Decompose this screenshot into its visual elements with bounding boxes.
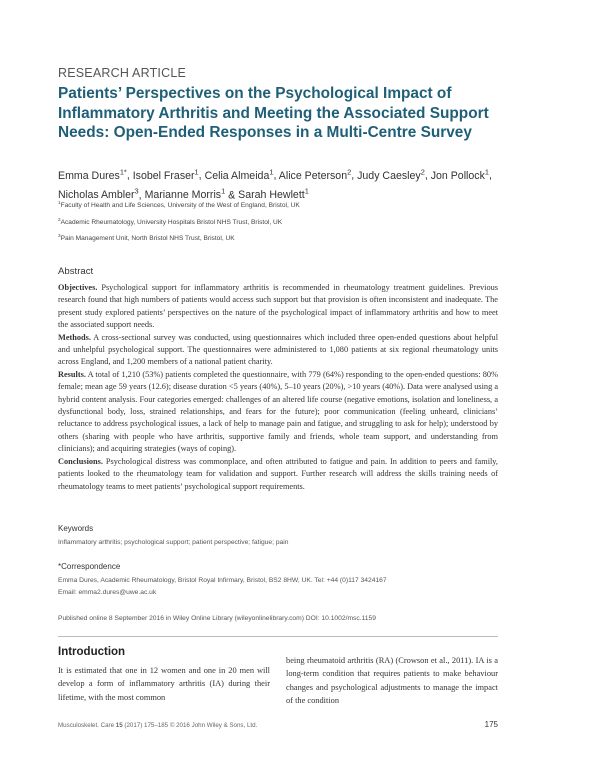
- objectives-text: Psychological support for inflammatory arthritis is recommended in rheumatology treatment guidelines. Previous research found that high numbers of patients would access such support but that provision is often inconsistent and inadequate. The present study explored patients’ perspectives on the nature of the psychological impact of inflammatory arthritis and how to meet the associated support needs.: [58, 283, 498, 330]
- article-title: Patients’ Perspectives on the Psychological Impact of Inflammatory Arthritis and Meeting the Associated Support Needs: Open-Ended Responses in a Multi-Centre Survey: [58, 85, 489, 141]
- author-name: [278, 167, 352, 182]
- author-affiliation-mark: 1: [269, 167, 274, 176]
- journal-volume: 15: [115, 722, 123, 729]
- conclusions-label: Conclusions.: [58, 456, 103, 466]
- keywords-text: Inflammatory arthritis; psychological support; patient perspective; fatigue; pain: [58, 539, 289, 546]
- author-name-text: Nicholas Ambler: [58, 189, 135, 202]
- author-affiliation-mark: 1*: [119, 167, 127, 176]
- affiliation-text: Faculty of Health and Life Sciences, University of the West of England, Bristol, UK: [60, 202, 300, 210]
- correspondence-heading: *Correspondence: [58, 562, 121, 571]
- author-affiliation-mark: 1: [221, 186, 226, 196]
- methods-text: A cross-sectional survey was conducted, using questionnaires which included three open-ended questions about helpful and unhelpful psychological support. The questionnaires were administered to 1,080 patients at six regional rheumatology units across England, and 1,200 members of a national patient charity.: [58, 332, 498, 367]
- author-name: [357, 167, 425, 182]
- author-affiliation-mark: 2: [420, 167, 425, 176]
- published-line: Published online 8 September 2016 in Wiley Online Library (wileyonlinelibrary.com) DOI: 10.1002/msc.1159: [58, 615, 376, 622]
- author-name: [204, 167, 274, 182]
- affiliation-item: [58, 196, 498, 213]
- author-name-text: Judy Caesley: [357, 169, 421, 182]
- author-affiliation-mark: 3: [134, 186, 139, 196]
- affiliation-item: [58, 213, 498, 230]
- abstract-objectives: [58, 282, 498, 332]
- affiliation-mark: 3: [58, 233, 61, 239]
- author-list: Emma Dures$^{1*}$, Isobel Fraser$^1$, Celia Almeida$^1$, Alice Peterson$^2$, Judy Caesley$^2$, Jon Pollock$^1$, Nicholas Ambler$^3$, Marianne Morris$^1$ & Sarah Hewlett$^1$: [58, 167, 492, 202]
- introduction-left-column: It is estimated that one in 12 women and one in 20 men will develop a form of inflammatory arthritis (IA) during their lifetime, with the most common: [58, 666, 270, 702]
- author-name-text: Isobel Fraser: [132, 169, 195, 182]
- keywords-section: [58, 524, 498, 549]
- correspondence-section: [58, 562, 498, 599]
- abstract-results: [58, 369, 498, 456]
- author-affiliation-mark: 1: [194, 167, 199, 176]
- correspondence-address: Emma Dures, Academic Rheumatology, Bristol Royal Infirmary, Bristol, BS2 8HW, UK. Tel: +44 (0)117 3424167: [58, 577, 387, 584]
- author-affiliation-mark: 1: [304, 186, 309, 196]
- section-divider: [58, 636, 498, 637]
- abstract-section: [58, 266, 498, 493]
- journal-footer: [58, 722, 498, 729]
- section-label: RESEARCH ARTICLE: [58, 66, 187, 80]
- author-affiliation-mark: 1: [484, 167, 490, 176]
- abstract-methods: [58, 332, 498, 369]
- journal-citation: (2017) 175–185 © 2016 John Wiley & Sons, Ltd.: [124, 722, 258, 729]
- affiliation-text: Pain Management Unit, North Bristol NHS Trust, Bristol, UK: [60, 235, 235, 243]
- correspondence-email[interactable]: Email: emma2.dures@uwe.ac.uk: [58, 589, 157, 596]
- affiliation-item: [58, 229, 498, 246]
- author-name-text: Alice Peterson: [278, 169, 348, 182]
- author-name-text: Celia Almeida: [204, 169, 270, 182]
- page-number: 175: [484, 720, 498, 729]
- author-name-text: Sarah Hewlett: [238, 189, 305, 202]
- affiliation-list: [58, 196, 498, 246]
- author-name: [132, 167, 199, 182]
- author-name: [430, 167, 490, 182]
- conclusions-text: Psychological distress was commonplace, and often attributed to fatigue and pain. In addition to peers and family, patients looked to the rheumatology team for validation and support. Further research will address the skills training needs of rheumatology teams to meet patients’ psychological support requirements.: [58, 456, 498, 491]
- affiliation-mark: 2: [58, 216, 61, 222]
- author-affiliation-mark: 2: [347, 167, 352, 176]
- results-text: A total of 1,210 (53%) patients completed the questionnaire, with 779 (64%) responding to the open-ended questions: 80% female; mean age 59 years (12.6); disease duration <5 years (40%), 5–10 years (20%), >10 years (40%). Data were analysed using a hybrid content analysis. Four categories emerged: challenges of an altered life course (negative emotions, isolation and loneliness, a dysfunctional body, loss, strained relationships, and fears for the future); poor communication (feeling unheard, clinicians’ reluctance to address psychological issues, a lack of help to manage pain and fatigue, and struggling to ask for help); understood by others (sharing with people who have arthritis, supportive family and friends, whole team support, and understanding from clinicians); and acquiring strategies (ways of coping).: [58, 369, 498, 454]
- objectives-label: Objectives.: [58, 283, 98, 292]
- affiliation-mark: 1: [58, 200, 61, 205]
- author-name-text: Marianne Morris: [144, 189, 222, 202]
- affiliation-text: Academic Rheumatology, University Hospitals Bristol NHS Trust, Bristol, UK: [60, 218, 283, 226]
- methods-label: Methods.: [58, 332, 91, 342]
- introduction-heading: Introduction: [58, 646, 126, 658]
- author-name-text: Jon Pollock: [430, 169, 485, 182]
- abstract-heading: Abstract: [58, 266, 94, 277]
- results-label: Results.: [58, 369, 86, 379]
- author-name: [58, 167, 127, 182]
- introduction-right-column: being rheumatoid arthritis (RA) (Crowson et al., 2011). IA is a long-term condition that requires patients to make behaviour changes and psychological adjustments to manage the impact of the condition: [286, 656, 498, 706]
- keywords-heading: Keywords: [58, 524, 94, 533]
- abstract-conclusions: [58, 456, 498, 493]
- article-page: [58, 0, 498, 783]
- author-name-text: Emma Dures: [58, 169, 120, 182]
- journal-name: Musculoskelet. Care: [58, 722, 115, 729]
